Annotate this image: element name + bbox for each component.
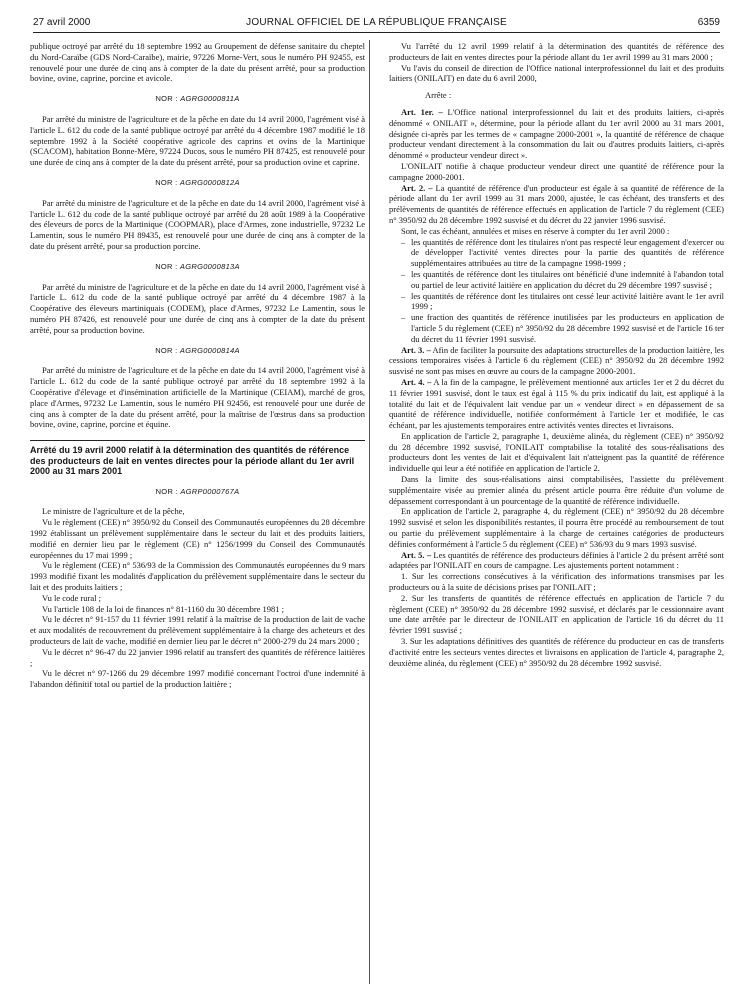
nor-label: NOR : [155, 94, 178, 104]
nor-label: NOR : [155, 177, 178, 187]
paragraph: Vu l'avis du conseil de direction de l'Office national interprofessionnel du lait et des produits laitiers (ONILAIT) en date du 6 avril 2000, [389, 62, 724, 84]
paragraph: Le ministre de l'agriculture et de la pêche, [42, 506, 185, 517]
article-text: L'Office national interprofessionnel du lait et des produits laitiers, ci-après dénommé « ONILAIT », détermine, pour la période allant du 1er avril 2000 au 31 mars 2001, désignée ci-après par les termes de « campagne 2000-2001 », la quantité de référence de chaque producteur vendant directement à la consommation du lait ou d'autres produits laitiers, ci-après dénommé « producteur vendeur direct ». [389, 106, 724, 161]
paragraph: 2. Sur les transferts de quantités de référence effectués en application de l'article 7 du règlement (CEE) n° 3950/92 du 28 décembre 1992 susvisé, et déclarés par le cessionnaire avant une date arrêtée par le directeur de l'ONILAIT en application de l'article 16 du décret du 11 février 1991 susvisé ; [389, 592, 724, 636]
nor-reference [30, 346, 365, 357]
nor-code: AGRG0000813A [179, 261, 240, 271]
paragraph: Vu le décret n° 91-157 du 11 février 1991 relatif à la maîtrise de la production de lait de vache et aux modalités de recouvrement du prélèvement supplémentaire à la charge des acheteurs et des producteurs de lait de vache, modifié en dernier lieu par le décret n° 2000-279 du 24 mars 2000 ; [30, 614, 365, 646]
nor-reference [30, 94, 365, 105]
article-2 [389, 183, 724, 226]
nor-code: AGRP0000767A [180, 486, 240, 496]
nor-reference [30, 262, 365, 273]
nor-reference [30, 178, 365, 189]
nor-label: NOR : [155, 345, 178, 355]
list-item: – une fraction des quantités de référence inutilisées par les producteurs en application de l'article 5 du règlement (CEE) n° 3950/92 du 28 décembre 1992 susvisé et de l'article 16 ter du décret du 11 février 1991 susvisé. [401, 312, 724, 344]
article-1 [389, 107, 724, 161]
paragraph: Dans la limite des sous-réalisations ainsi comptabilisées, l'assiette du prélèvement supplémentaire visée au premier alinéa du présent article pourra être réduite d'un volume de dépassement correspondant à un pourcentage de la quantité de référence individuelle. [389, 474, 724, 506]
list-item: – les quantités de référence dont les titulaires n'ont pas respecté leur engagement d'exercer ou de développer l'activité ventes directes pour la partie des quantités de référence supplémentaires attribuées au titre de la campagne 1998-1999 ; [401, 237, 724, 269]
page-header [33, 14, 720, 33]
nor-label: NOR : [155, 261, 178, 271]
decree-title: Arrêté du 19 avril 2000 relatif à la détermination des quantités de référence des producteurs de lait en ventes directes pour la période allant du 1er avril 2000 au 31 mars 2001 [30, 440, 365, 477]
paragraph: Vu le règlement (CEE) n° 3950/92 du Conseil des Communautés européennes du 28 décembre 1992 établissant un prélèvement supplémentaire dans le secteur du lait et des produits laitiers, modifié en dernier lieu par le règlement (CE) n° 1256/1999 du Conseil des Communautés européennes du 17 mai 1999 ; [30, 517, 365, 560]
paragraph: Par arrêté du ministre de l'agriculture et de la pêche en date du 14 avril 2000, l'agrément visé à l'article L. 612 du code de la santé publique octroyé par arrêté du 28 août 1989 à la Coopérative des éleveurs de porcs de la Martinique (COOPMAR), place d'Armes, zone industrielle, 97232 Le Lamentin, sous le numéro PH 89435, est renouvelé pour une durée de cinq ans à compter de la date du présent arrêté, pour sa production porcine. [30, 197, 365, 251]
article-label: Art. 4. – [401, 376, 432, 387]
article-3 [389, 345, 724, 377]
article-label: Art. 3. – [401, 344, 431, 355]
dash-list [389, 237, 724, 345]
paragraph: Vu l'arrêté du 12 avril 1999 relatif à la détermination des quantités de référence des producteurs de lait en ventes directes pour la période allant du 1er avril 1999 au 31 mars 2000 ; [389, 41, 724, 62]
list-item: – les quantités de référence dont les titulaires ont bénéficié d'une indemnité à l'abandon total ou partiel de leur activité laitière en application du décret du 29 décembre 1997 susvisé ; [401, 269, 724, 291]
paragraph: publique octroyé par arrêté du 18 septembre 1992 au Groupement de défense sanitaire du cheptel du Nord-Caraïbe (GDS Nord-Caraïbe), mairie, 97226 Morne-Vert, sous le numéro PH 92455, est renouvelé pour une durée de cinq ans à compter de la date du présent arrêté, pour sa production bovine, ovine, caprine, porcine et avicole. [30, 41, 365, 84]
article-5 [389, 550, 724, 572]
nor-label: NOR : [155, 486, 178, 496]
paragraph: 3. Sur les adaptations définitives des quantités de référence du producteur en cas de transferts d'activité entre les secteurs ventes directes et livraisons en application de l'article 4, paragraphe 2, deuxième alinéa, du règlement (CEE) n° 3950/92 du 28 décembre 1992 susvisé. [389, 636, 724, 668]
column-divider [369, 40, 370, 984]
article-4 [389, 377, 724, 431]
article-label: Art. 1er. – [401, 106, 443, 117]
paragraph: En application de l'article 2, paragraphe 1, deuxième alinéa, du règlement (CEE) n° 3950/92 du 28 décembre 1992 susvisé, l'ONILAIT comptabilise la totalité des sous-réalisations des producteurs dont les ventes de lait et d'équivalent lait n'atteignent pas la quantité de référence individuelle qui leur a été notifiée en application de l'article 2. [389, 430, 724, 474]
paragraph: Vu l'article 108 de la loi de finances n° 81-1160 du 30 décembre 1981 ; [42, 603, 285, 614]
nor-reference [30, 487, 365, 498]
article-label: Art. 2. – [401, 182, 433, 193]
left-column [30, 41, 365, 985]
right-column [389, 41, 724, 985]
paragraph: Vu le code rural ; [42, 592, 101, 603]
arrete-heading: Arrête : [425, 90, 452, 101]
nor-code: AGRG0000811A [180, 94, 240, 104]
header-page-number: 6359 [697, 17, 720, 28]
nor-code: AGRG0000812A [179, 177, 240, 187]
paragraph: Par arrêté du ministre de l'agriculture et de la pêche en date du 14 avril 2000, l'agrément visé à l'article L. 612 du code de la santé publique octroyé par arrêté du 18 septembre 1992 à la Coopérative d'élevage et d'insémination artificielle de la Martinique (CEIAM), marché de gros, place d'Armes, 97232 Le Lamentin, sous le numéro PH 92456, est renouvelé pour une durée de cinq ans à compter de la date du présent arrêté, pour la maîtrise de l'œstrus dans sa production bovine, ovine, caprine, porcine et équine. [30, 365, 365, 430]
paragraph: En application de l'article 2, paragraphe 4, du règlement (CEE) n° 3950/92 du 28 décembre 1992 susvisé et selon les disponibilités restantes, il pourra être procédé au remboursement de tout ou partie du prélèvement supplémentaire à la charge de certaines catégories de producteurs définies conformément à l'article 5 du règlement (CEE) n° 536/93 du 9 mars 1993 susvisé. [389, 506, 724, 549]
paragraph: Par arrêté du ministre de l'agriculture et de la pêche en date du 14 avril 2000, l'agrément visé à l'article L. 612 du code de la santé publique octroyé par arrêté du 4 décembre 1987 à la Coopérative des éleveurs martiniquais (CODEM), place d'Armes, 97232 Le Lamentin, sous le numéro PH 87426, est renouvelé pour une durée de cinq ans à compter de la date du présent arrêté, pour sa production bovine. [30, 281, 365, 335]
header-date: 27 avril 2000 [33, 17, 91, 28]
article-text: A la fin de la campagne, le prélèvement mentionné aux articles 1er et 2 du décret du 11 février 1991 susvisé, dont le taux est égal à 115 % du prix indicatif du lait, est appliqué à la totalité du lait et de l'équivalent lait vendue par un « vendeur direct » en dépassement de sa quantité de référence individuelle, notifiée conformément à l'article 1er et modifiée, le cas échéant, par les ajustements temporaires entre activités ventes directes et livraisons. [389, 376, 724, 431]
article-text: Afin de faciliter la poursuite des adaptations structurelles de la production laitière, les cessions temporaires visées à l'article 6 du règlement (CEE) n° 3950/92 du 28 décembre 1992 susvisé ne sont pas mises en œuvre au cours de la campagne 2000-2001. [389, 344, 724, 377]
nor-code: AGRG0000814A [179, 345, 240, 355]
article-label: Art. 5. – [401, 549, 432, 560]
list-item: – les quantités de référence dont les titulaires ont cessé leur activité laitière avant le 1er avril 1999 ; [401, 291, 724, 313]
paragraph: Sont, le cas échéant, annulées et mises en réserve à compter du 1er avril 2000 : [401, 225, 670, 236]
article-text: La quantité de référence d'un producteur est égale à sa quantité de référence de la période allant du 1er avril 1999 au 31 mars 2000, ajustée, le cas échéant, des transferts et des prélèvements de quantités de référence effectués en application de l'article 7 du règlement (CEE) n° 3950/92 du 28 décembre 1992 susvisé et du décret du 22 janvier 1996 susvisé. [389, 182, 724, 225]
article-text: Les quantités de référence des producteurs définies à l'article 2 du présent arrêté sont adaptées par l'ONILAIT en cours de campagne. Les ajustements portent notamment : [389, 549, 724, 571]
paragraph: Vu le décret n° 96-47 du 22 janvier 1996 relatif au transfert des quantités de référence laitières ; [30, 646, 365, 668]
paragraph: 1. Sur les corrections consécutives à la vérification des informations transmises par les producteurs ou à la suite de décisions prises par l'ONILAIT ; [389, 571, 724, 593]
paragraph: Vu le décret n° 97-1266 du 29 décembre 1997 modifié concernant l'octroi d'une indemnité à l'abandon définitif total ou partiel de la production laitière ; [30, 668, 365, 690]
paragraph: Vu le règlement (CEE) n° 536/93 de la Commission des Communautés européennes du 9 mars 1993 modifié fixant les modalités d'application du prélèvement supplémentaire dans le secteur du lait et des produits laitiers ; [30, 560, 365, 592]
paragraph: Par arrêté du ministre de l'agriculture et de la pêche en date du 14 avril 2000, l'agrément visé à l'article L. 612 du code de la santé publique octroyé par arrêté du 4 décembre 1987 modifié le 18 septembre 1992 à la Société coopérative agricole des caprins et ovins de la Martinique (SCACOM), habitation Bonne-Mère, 97224 Ducos, sous le numéro PH 87425, est renouvelé pour une durée de cinq ans à compter de la date du présent arrêté, pour sa production ovine et caprine. [30, 113, 365, 168]
paragraph: L'ONILAIT notifie à chaque producteur vendeur direct une quantité de référence pour la campagne 2000-2001. [389, 160, 724, 182]
header-journal-title: JOURNAL OFFICIEL DE LA RÉPUBLIQUE FRANÇAISE [246, 17, 507, 28]
